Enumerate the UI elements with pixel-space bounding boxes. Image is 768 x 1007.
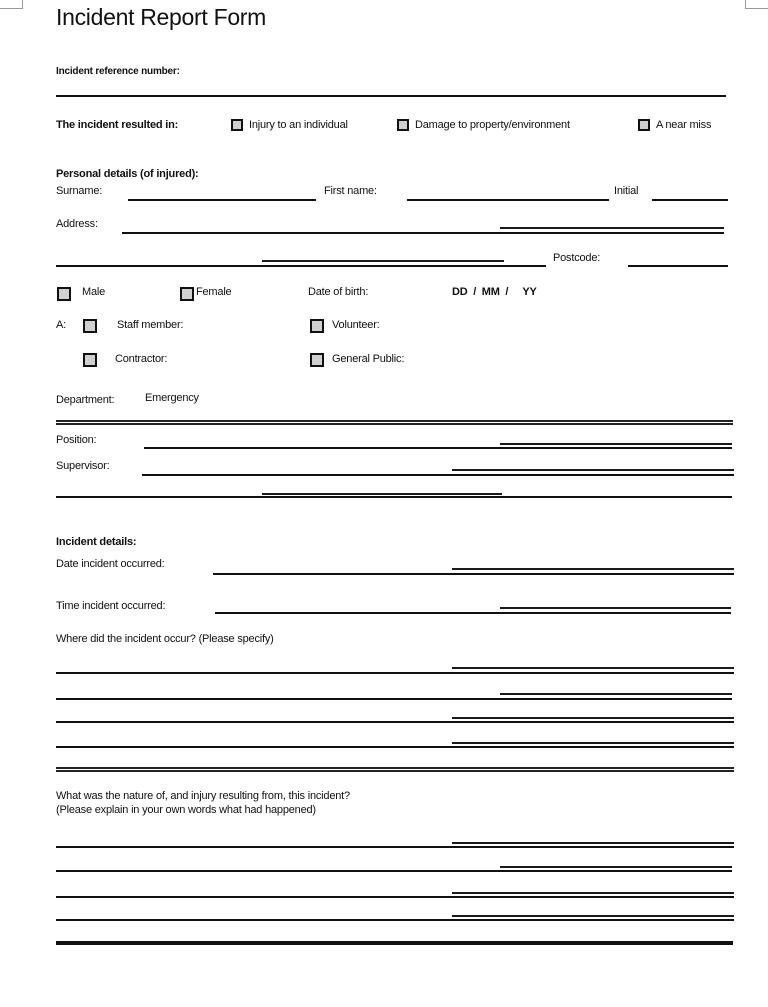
address-field-line-1[interactable] (122, 232, 724, 234)
near-miss-checkbox[interactable] (638, 119, 650, 131)
nature-field-overlay-4 (452, 915, 734, 917)
department-value[interactable]: Emergency (145, 392, 199, 404)
date-of-birth-label: Date of birth: (308, 286, 369, 298)
injury-option-label: Injury to an individual (249, 119, 348, 131)
date-of-birth-field[interactable]: DD / MM / YY (452, 286, 537, 298)
position-field[interactable] (144, 447, 732, 449)
page-title: Incident Report Form (56, 4, 267, 30)
department-label: Department: (56, 394, 115, 406)
reference-number-field[interactable] (56, 95, 726, 97)
where-field-line-1[interactable] (56, 672, 734, 674)
damage-option-label: Damage to property/environment (415, 119, 570, 131)
where-incident-label: Where did the incident occur? (Please specify) (56, 633, 274, 645)
supervisor-label: Supervisor: (56, 460, 110, 472)
time-incident-overlay (500, 607, 731, 609)
address-label: Address: (56, 218, 98, 230)
page-corner-mark-right (745, 0, 768, 9)
female-label: Female (196, 286, 232, 298)
where-field-overlay-3 (452, 717, 734, 719)
time-incident-field[interactable] (215, 612, 731, 614)
position-label: Position: (56, 434, 97, 446)
address-field-line-2[interactable] (56, 265, 546, 267)
nature-field-overlay-1 (452, 842, 734, 844)
address-field-overlay (500, 227, 724, 229)
contractor-checkbox[interactable] (83, 353, 97, 367)
reference-number-label: Incident reference number: (56, 66, 180, 77)
supervisor-field-overlay-2 (262, 493, 502, 495)
general-public-checkbox[interactable] (310, 353, 324, 367)
volunteer-label: Volunteer: (332, 319, 380, 331)
date-incident-label: Date incident occurred: (56, 558, 165, 570)
nature-field-line-2[interactable] (56, 870, 732, 872)
near-miss-option-label: A near miss (656, 119, 712, 131)
supervisor-field-line-2[interactable] (56, 496, 732, 498)
supervisor-field-overlay (452, 469, 734, 471)
address-field-overlay-2 (262, 260, 504, 262)
where-field-line-2[interactable] (56, 698, 732, 700)
damage-checkbox[interactable] (397, 119, 409, 131)
volunteer-checkbox[interactable] (310, 319, 324, 333)
postcode-label: Postcode: (553, 252, 601, 264)
resulted-in-label: The incident resulted in: (56, 119, 179, 131)
initial-label: Initial (614, 185, 639, 197)
department-field[interactable] (56, 420, 733, 425)
date-incident-field[interactable] (213, 573, 734, 575)
position-field-overlay (500, 443, 732, 445)
nature-field-line-1[interactable] (56, 846, 734, 848)
female-checkbox[interactable] (180, 287, 194, 301)
staff-member-label: Staff member: (117, 319, 184, 331)
nature-field-line-3[interactable] (56, 896, 734, 898)
male-label: Male (82, 286, 106, 298)
surname-field[interactable] (128, 199, 316, 201)
where-field-overlay-1 (452, 667, 734, 669)
where-field-line-5[interactable] (56, 767, 734, 772)
where-field-overlay-2 (500, 693, 732, 695)
nature-field-line-5[interactable] (56, 941, 733, 945)
nature-field-line-4[interactable] (56, 919, 734, 921)
first-name-field[interactable] (407, 199, 609, 201)
contractor-label: Contractor: (115, 353, 168, 365)
incident-details-heading: Incident details: (56, 536, 137, 548)
role-label: A: (56, 319, 66, 331)
first-name-label: First name: (324, 185, 377, 197)
nature-field-overlay-2 (500, 866, 732, 868)
injury-checkbox[interactable] (231, 119, 243, 131)
postcode-field[interactable] (628, 265, 728, 267)
where-field-line-4[interactable] (56, 746, 734, 748)
supervisor-field[interactable] (142, 474, 734, 476)
time-incident-label: Time incident occurred: (56, 600, 166, 612)
where-field-overlay-4 (452, 742, 734, 744)
initial-field[interactable] (652, 199, 728, 201)
nature-question-label: What was the nature of, and injury resulting from, this incident? (56, 790, 350, 802)
nature-instruction-label: (Please explain in your own words what had happened) (56, 804, 316, 816)
date-incident-overlay (452, 568, 734, 570)
male-checkbox[interactable] (57, 287, 71, 301)
nature-field-overlay-3 (452, 892, 734, 894)
personal-details-heading: Personal details (of injured): (56, 168, 199, 180)
where-field-line-3[interactable] (56, 721, 734, 723)
general-public-label: General Public: (332, 353, 405, 365)
staff-member-checkbox[interactable] (83, 319, 97, 333)
page-corner-mark-left (0, 0, 23, 9)
surname-label: Surname: (56, 185, 103, 197)
